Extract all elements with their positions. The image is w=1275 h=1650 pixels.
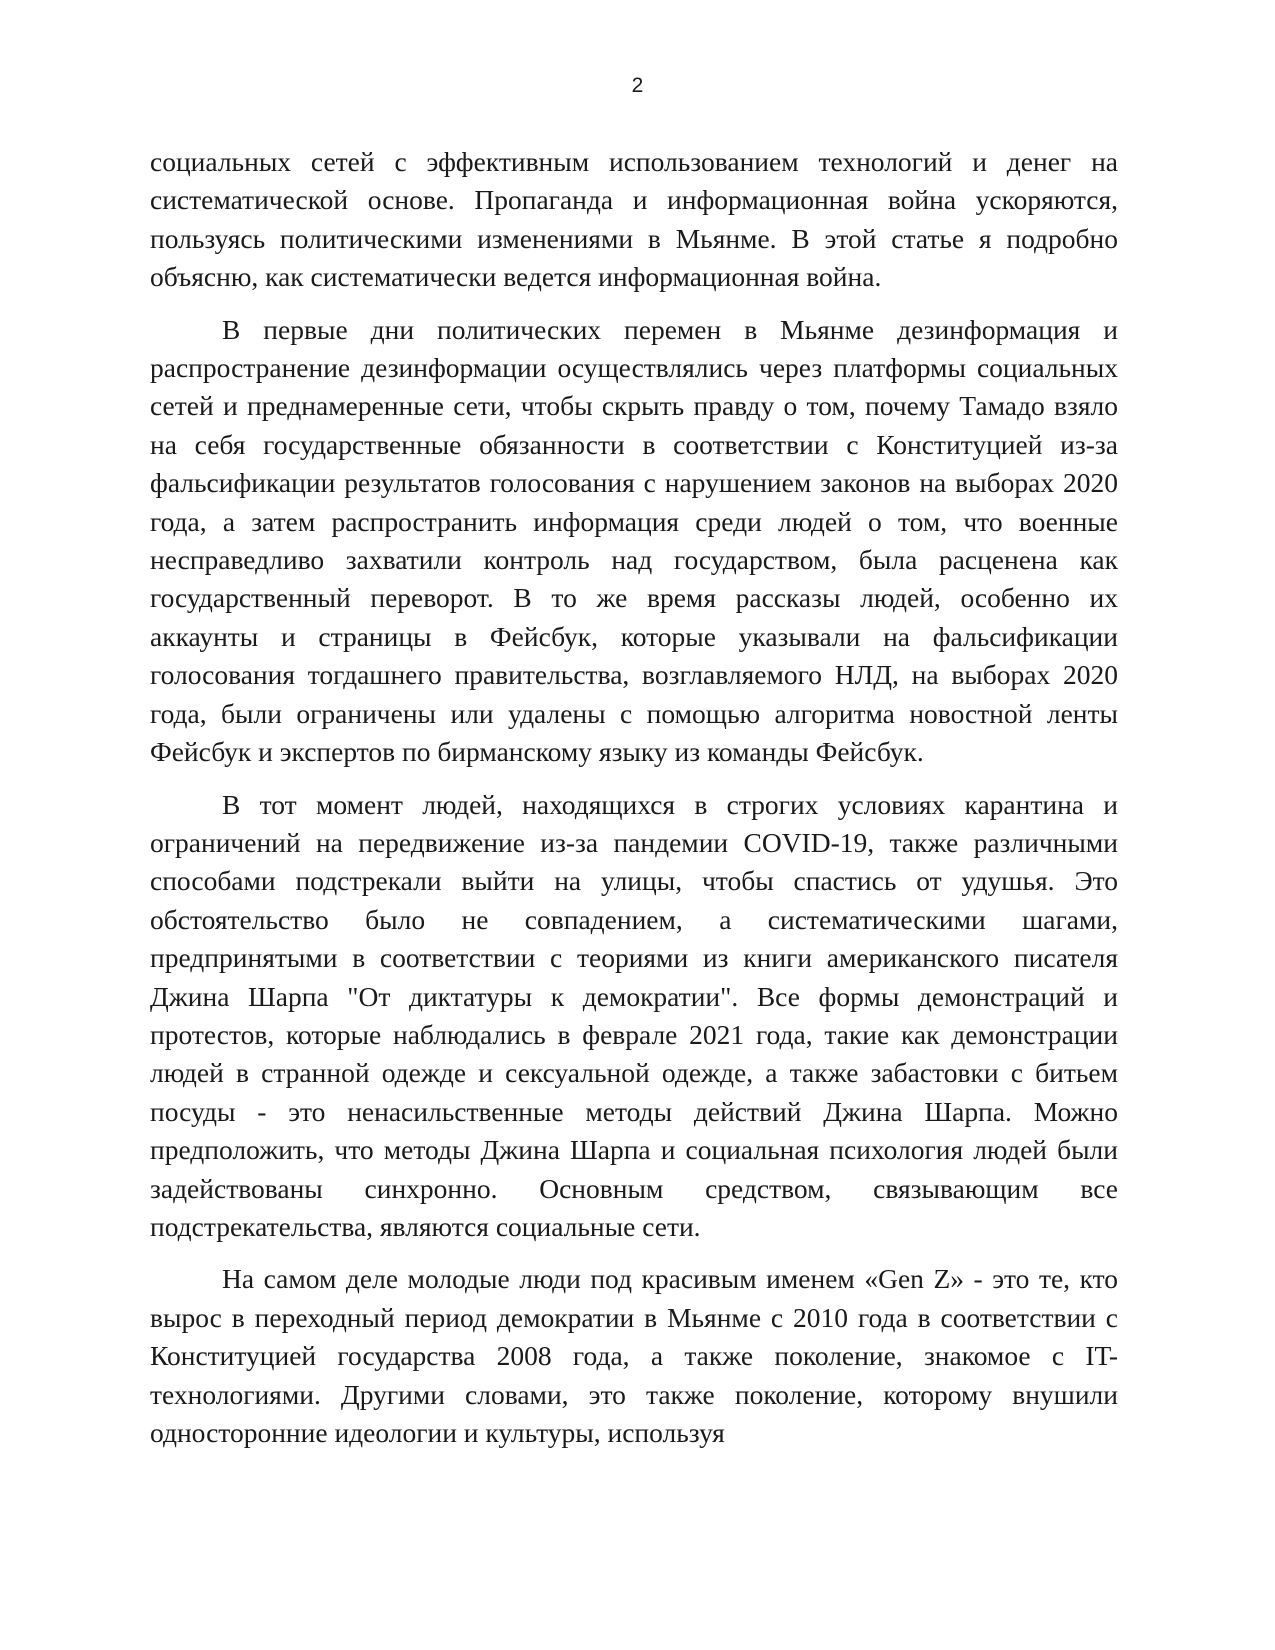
- document-body: [150, 143, 1118, 1452]
- page-number: 2: [631, 74, 644, 97]
- paragraph-1: социальных сетей с эффективным использованием технологий и денег на систематической основе. Пропаганда и информационная война ускоряются, пользуясь политическими изменениями в Мьянме. В этой статье я подробно объясню, как систематически ведется информационная война.: [150, 146, 1118, 293]
- paragraph-3: В тот момент людей, находящихся в строгих условиях карантина и ограничений на передвижение из-за пандемии COVID-19, также различными способами подстрекали выйти на улицы, чтобы спастись от удушья. Это обстоятельство было не совпадением, а систематическими шагами, предпринятыми в соответствии с теориями из книги американского писателя Джина Шарпа "От диктатуры к демократии". Все формы демонстраций и протестов, которые наблюдались в феврале 2021 года, такие как демонстрации людей в странной одежде и сексуальной одежде, а также забастовки с битьем посуды - это ненасильственные методы действий Джина Шарпа. Можно предположить, что методы Джина Шарпа и социальная психология людей были задействованы синхронно. Основным средством, связывающим все подстрекательства, являются социальные сети.: [150, 788, 1118, 1242]
- paragraph-2: В первые дни политических перемен в Мьянме дезинформация и распространение дезинформации осуществлялись через платформы социальных сетей и преднамеренные сети, чтобы скрыть правду о том, почему Тамадо взяло на себя государственные обязанности в соответствии с Конституцией из-за фальсификации результатов голосования с нарушением законов на выборах 2020 года, а затем распространить информация среди людей о том, что военные несправедливо захватили контроль над государством, была расценена как государственный переворот. В то же время рассказы людей, особенно их аккаунты и страницы в Фейсбук, которые указывали на фальсификации голосования тогдашнего правительства, возглавляемого НЛД, на выборах 2020 года, были ограничены или удалены с помощью алгоритма новостной ленты Фейсбук и экспертов по бирманскому языку из команды Фейсбук.: [150, 313, 1118, 768]
- paragraph-4: На самом деле молодые люди под красивым именем «Gen Z» - это те, кто вырос в переходный период демократии в Мьянме с 2010 года в соответствии с Конституцией государства 2008 года, а также поколение, знакомое с IT-технологиями. Другими словами, это также поколение, которому внушили односторонние идеологии и культуры, используя: [150, 1263, 1118, 1448]
